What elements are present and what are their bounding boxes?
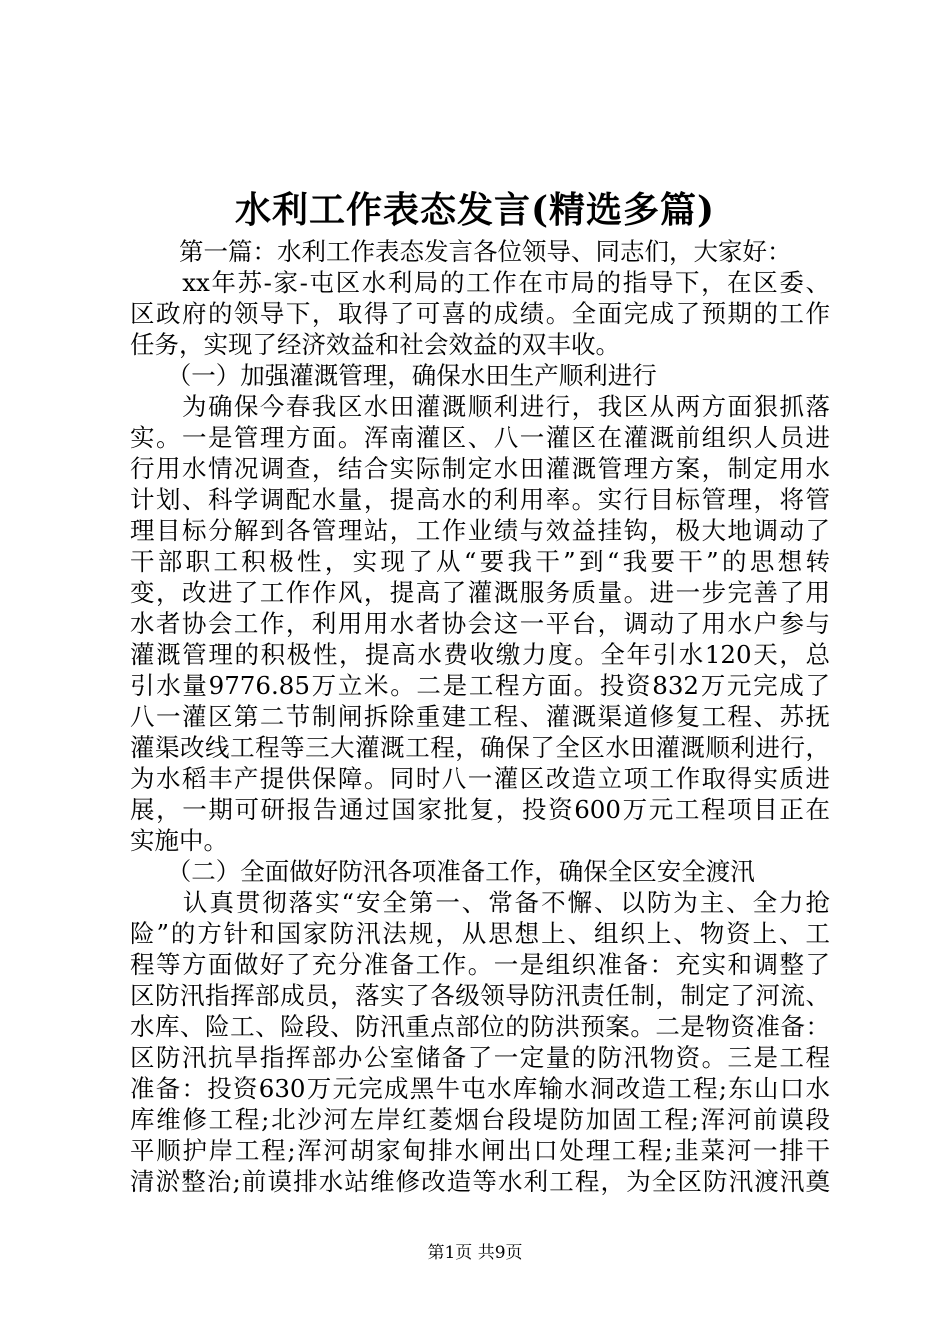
text-line: 准备：投资630万元完成黑牛屯水库输水洞改造工程;东山口水 bbox=[130, 1074, 830, 1103]
text-line: 库维修工程;北沙河左岸红菱烟台段堤防加固工程;浑河前谟段 bbox=[130, 1105, 830, 1134]
text-line: 第一篇：水利工作表态发言各位领导、同志们，大家好： bbox=[130, 237, 792, 266]
document-title: 水利工作表态发言(精选多篇) bbox=[234, 189, 716, 231]
text-line: 展，一期可研报告通过国家批复，投资600万元工程项目正在 bbox=[130, 795, 830, 824]
text-line: 实。一是管理方面。浑南灌区、八一灌区在灌溉前组织人员进 bbox=[130, 423, 830, 452]
text-line: 认真贯彻落实“安全第一、常备不懈、以防为主、全力抢 bbox=[130, 888, 830, 917]
text-line: xx年苏-家-屯区水利局的工作在市局的指导下，在区委、 bbox=[130, 268, 830, 297]
text-line: 清淤整治;前谟排水站维修改造等水利工程，为全区防汛渡汛奠 bbox=[130, 1167, 830, 1196]
text-line: 任务，实现了经济效益和社会效益的双丰收。 bbox=[130, 330, 620, 359]
text-line: （二）全面做好防汛各项准备工作，确保全区安全渡汛 bbox=[130, 857, 755, 886]
text-line: 理目标分解到各管理站，工作业绩与效益挂钩，极大地调动了 bbox=[130, 516, 830, 545]
text-line: 区防汛抗旱指挥部办公室储备了一定量的防汛物资。三是工程 bbox=[130, 1043, 830, 1072]
text-line: 程等方面做好了充分准备工作。一是组织准备：充实和调整了 bbox=[130, 950, 830, 979]
text-line: 引水量9776.85万立米。二是工程方面。投资832万元完成了 bbox=[130, 671, 830, 700]
text-line: 灌溉管理的积极性，提高水费收缴力度。全年引水120天，总 bbox=[130, 640, 830, 669]
document-body bbox=[130, 236, 830, 1197]
text-line: 为确保今春我区水田灌溉顺利进行，我区从两方面狠抓落 bbox=[130, 392, 830, 421]
text-line: 计划、科学调配水量，提高水的利用率。实行目标管理，将管 bbox=[130, 485, 830, 514]
text-line: 行用水情况调查，结合实际制定水田灌溉管理方案，制定用水 bbox=[130, 454, 830, 483]
text-line: 平顺护岸工程;浑河胡家甸排水闸出口处理工程;韭菜河一排干 bbox=[130, 1136, 830, 1165]
text-line: 水库、险工、险段、防汛重点部位的防洪预案。二是物资准备： bbox=[130, 1012, 830, 1041]
text-line: 八一灌区第二节制闸拆除重建工程、灌溉渠道修复工程、苏抚 bbox=[130, 702, 830, 731]
text-line: 灌渠改线工程等三大灌溉工程，确保了全区水田灌溉顺利进行， bbox=[130, 733, 830, 762]
page-footer: 第1页 共9页 bbox=[427, 1243, 523, 1263]
text-line: （一）加强灌溉管理，确保水田生产顺利进行 bbox=[130, 361, 657, 390]
text-line: 为水稻丰产提供保障。同时八一灌区改造立项工作取得实质进 bbox=[130, 764, 830, 793]
text-line: 干部职工积极性，实现了从“要我干”到“我要干”的思想转 bbox=[130, 547, 830, 576]
text-line: 险”的方针和国家防汛法规，从思想上、组织上、物资上、工 bbox=[130, 919, 830, 948]
text-line: 区防汛指挥部成员，落实了各级领导防汛责任制，制定了河流、 bbox=[130, 981, 830, 1010]
text-line: 区政府的领导下，取得了可喜的成绩。全面完成了预期的工作 bbox=[130, 299, 830, 328]
text-line: 变，改进了工作作风，提高了灌溉服务质量。进一步完善了用 bbox=[130, 578, 830, 607]
text-line: 实施中。 bbox=[130, 826, 228, 855]
text-line: 水者协会工作，利用用水者协会这一平台，调动了用水户参与 bbox=[130, 609, 830, 638]
